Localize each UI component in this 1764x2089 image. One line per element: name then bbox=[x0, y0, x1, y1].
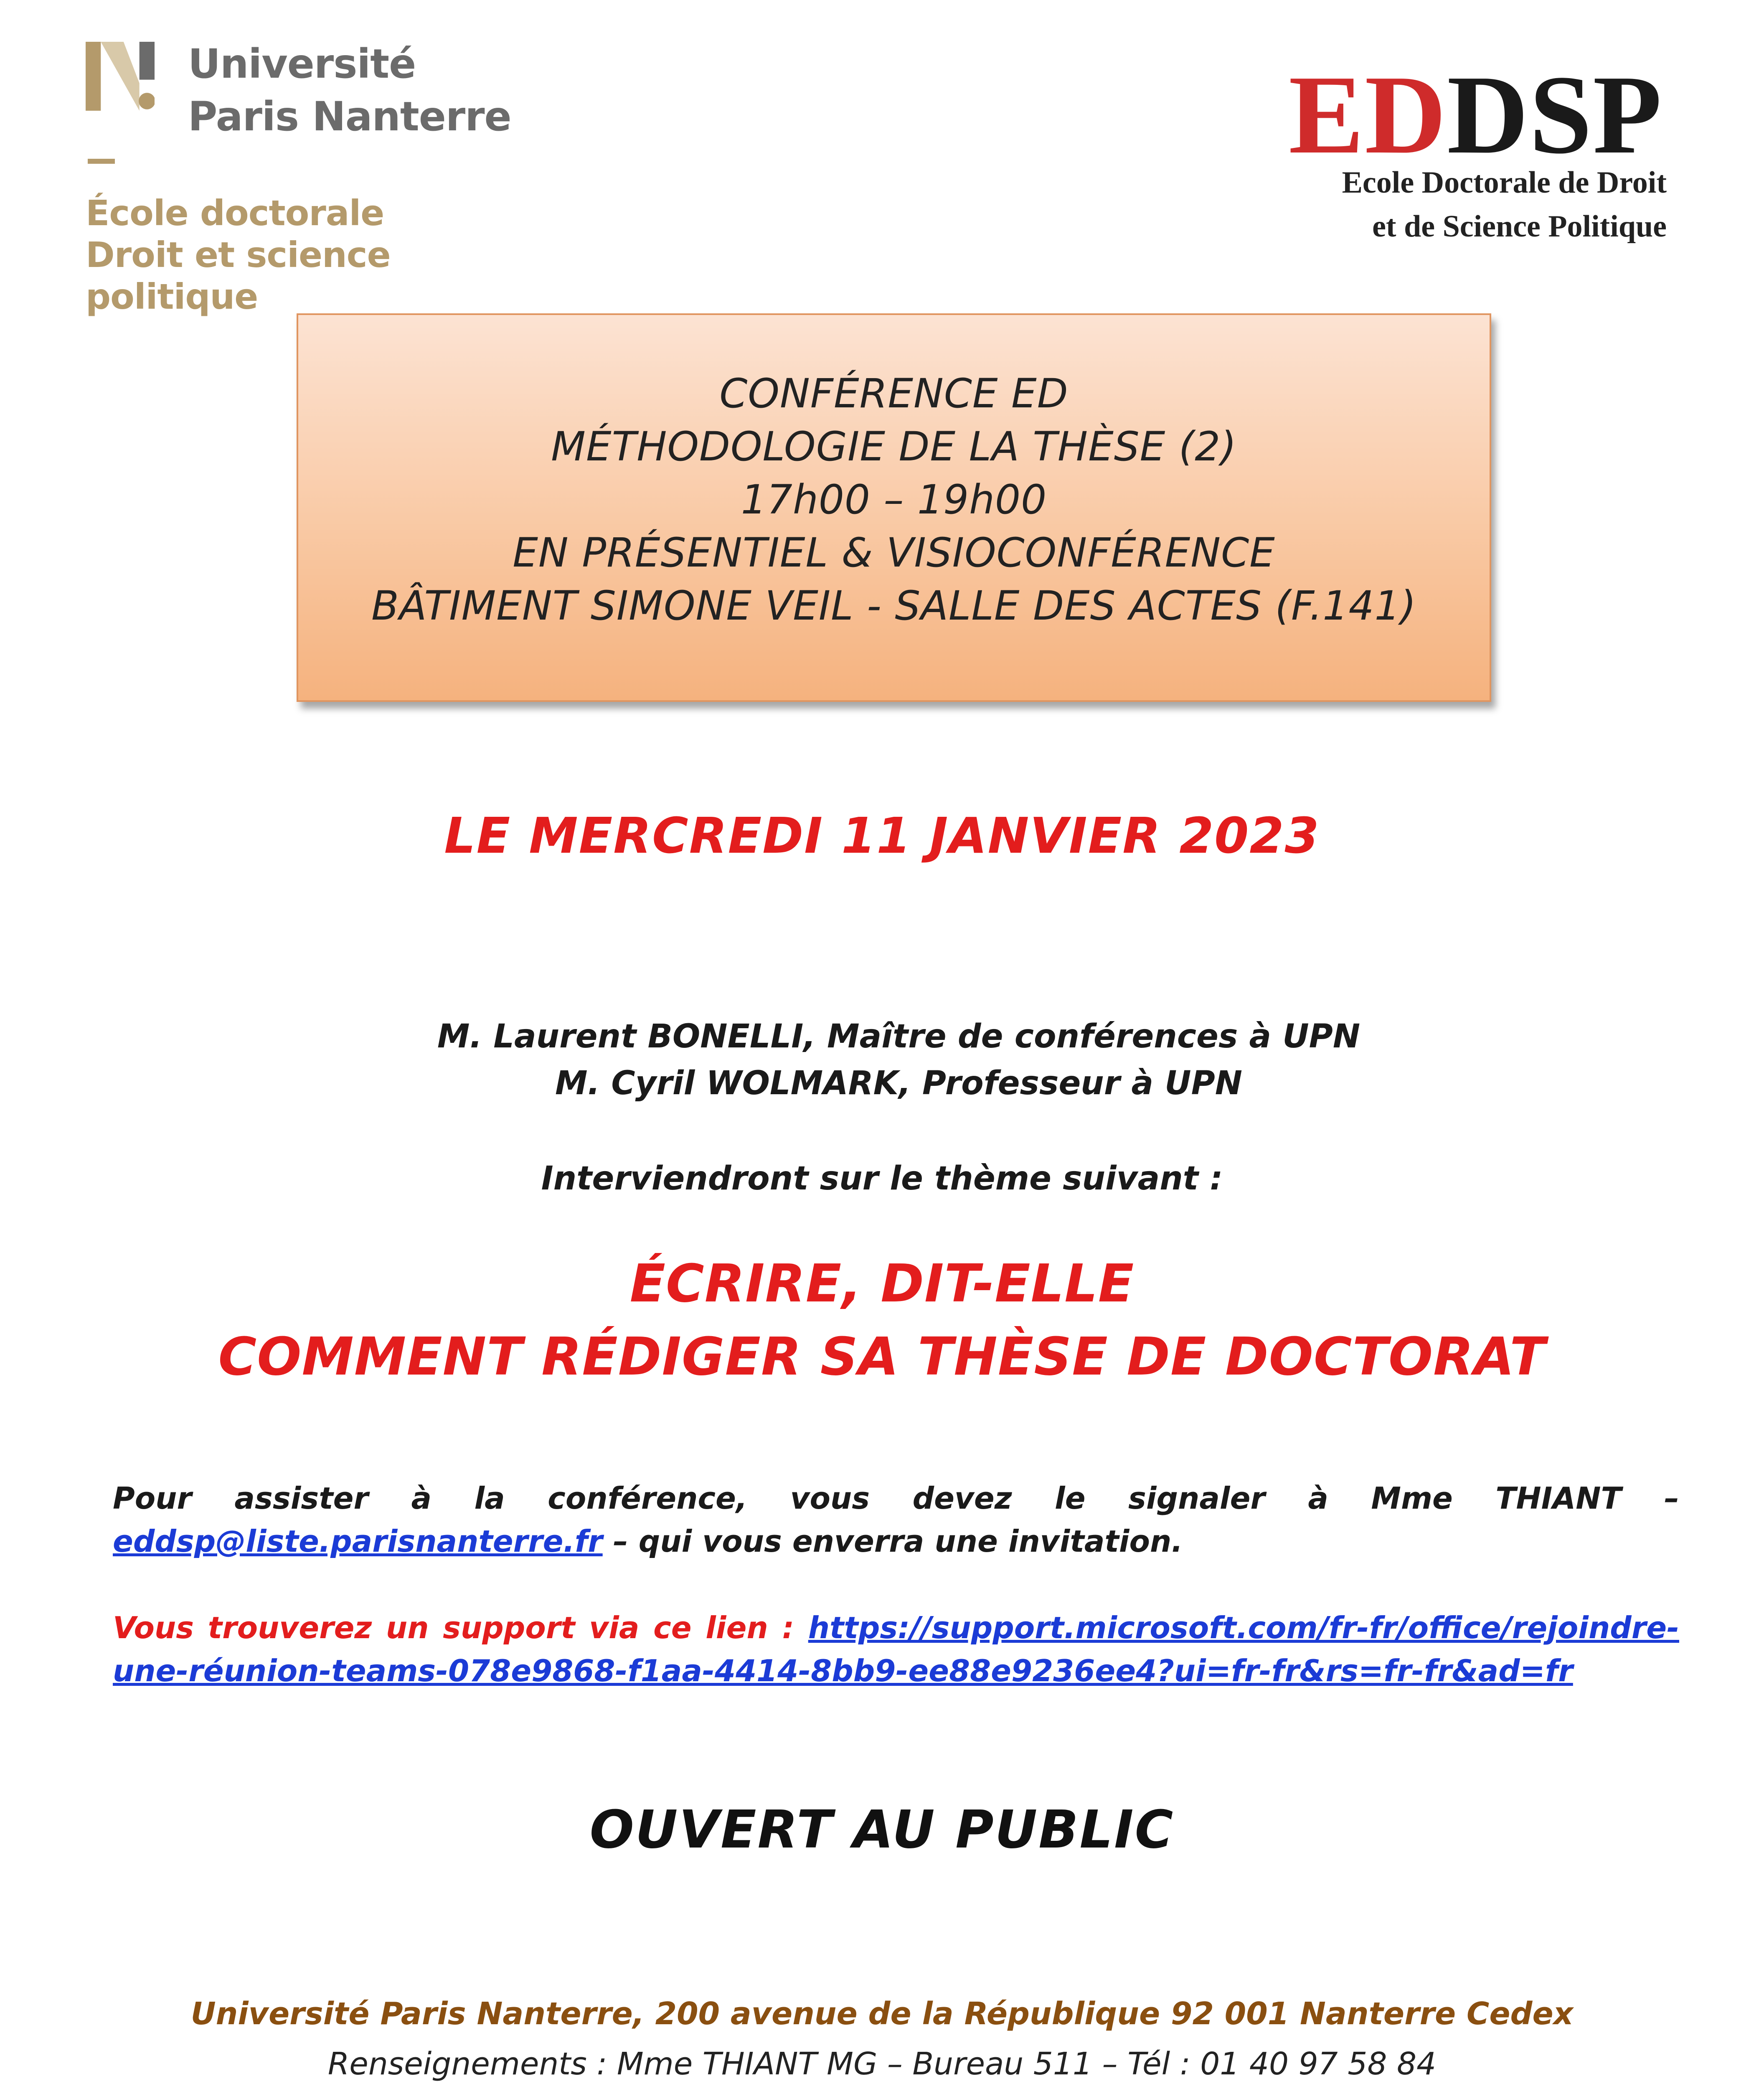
registration-paragraph bbox=[113, 1477, 1679, 1563]
support-link[interactable]: https://support.microsoft.com/fr-fr/office/rejoindre-une-réunion-teams-078e9868-f1aa-4414-8bb9-ee88e9236ee4?ui=fr-fr&rs=fr-fr&ad=fr bbox=[113, 1610, 1679, 1688]
support-text: Vous trouverez un support via ce lien : bbox=[113, 1610, 808, 1645]
speakers-list bbox=[0, 1013, 1764, 1107]
upn-school-name bbox=[86, 192, 566, 318]
eddsp-caption-line1: Ecole Doctorale de Droit bbox=[1342, 165, 1667, 200]
banner-location: BÂTIMENT SIMONE VEIL - SALLE DES ACTES (F.141) bbox=[371, 582, 1417, 629]
open-public-label: OUVERT AU PUBLIC bbox=[589, 1799, 1175, 1860]
registration-text-end: – qui vous enverra une invitation. bbox=[602, 1524, 1183, 1559]
footer-address: Université Paris Nanterre, 200 avenue de la République 92 001 Nanterre Cedex bbox=[190, 1996, 1574, 2032]
speaker-2: M. Cyril WOLMARK, Professeur à UPN bbox=[555, 1065, 1243, 1102]
eddsp-logo bbox=[1266, 52, 1667, 255]
theme-title bbox=[0, 1247, 1764, 1393]
upn-divider bbox=[88, 159, 115, 164]
eddsp-acronym-part3: SP bbox=[1529, 52, 1663, 177]
theme-line2: COMMENT RÉDIGER SA THÈSE DE DOCTORAT bbox=[218, 1327, 1546, 1387]
upn-logo bbox=[86, 38, 566, 317]
eddsp-acronym-part2: D bbox=[1447, 52, 1530, 177]
eddsp-caption bbox=[1266, 161, 1667, 249]
upn-name bbox=[188, 38, 511, 143]
eddsp-acronym-part1: ED bbox=[1289, 52, 1447, 177]
event-date: LE MERCREDI 11 JANVIER 2023 bbox=[444, 807, 1320, 864]
banner-subtitle: MÉTHODOLOGIE DE LA THÈSE (2) bbox=[551, 423, 1237, 470]
upn-name-line1: Université bbox=[188, 41, 416, 87]
theme-line1: ÉCRIRE, DIT-ELLE bbox=[629, 1253, 1135, 1314]
upn-name-line2: Paris Nanterre bbox=[188, 93, 511, 140]
upn-n-mark-icon bbox=[86, 42, 155, 111]
conference-banner bbox=[297, 313, 1491, 702]
theme-intro: Interviendront sur le thème suivant : bbox=[541, 1160, 1223, 1197]
speaker-1: M. Laurent BONELLI, Maître de conférences à UPN bbox=[437, 1018, 1360, 1055]
registration-email-link[interactable]: eddsp@liste.parisnanterre.fr bbox=[113, 1524, 603, 1559]
banner-title: CONFÉRENCE ED bbox=[719, 370, 1069, 417]
banner-format: EN PRÉSENTIEL & VISIOCONFÉRENCE bbox=[513, 529, 1275, 576]
eddsp-acronym bbox=[1289, 52, 1663, 177]
upn-school-line2: Droit et science politique bbox=[86, 234, 391, 317]
support-paragraph bbox=[113, 1606, 1679, 1693]
footer bbox=[0, 1989, 1764, 2089]
footer-info: Renseignements : Mme THIANT MG – Bureau 511 – Tél : 01 40 97 58 84 bbox=[327, 2046, 1437, 2082]
registration-text: Pour assister à la conférence, vous devez le signaler à Mme THIANT – bbox=[113, 1481, 1679, 1516]
eddsp-caption-line2: et de Science Politique bbox=[1372, 209, 1667, 244]
upn-school-line1: École doctorale bbox=[86, 193, 384, 234]
banner-time: 17h00 – 19h00 bbox=[741, 476, 1047, 523]
